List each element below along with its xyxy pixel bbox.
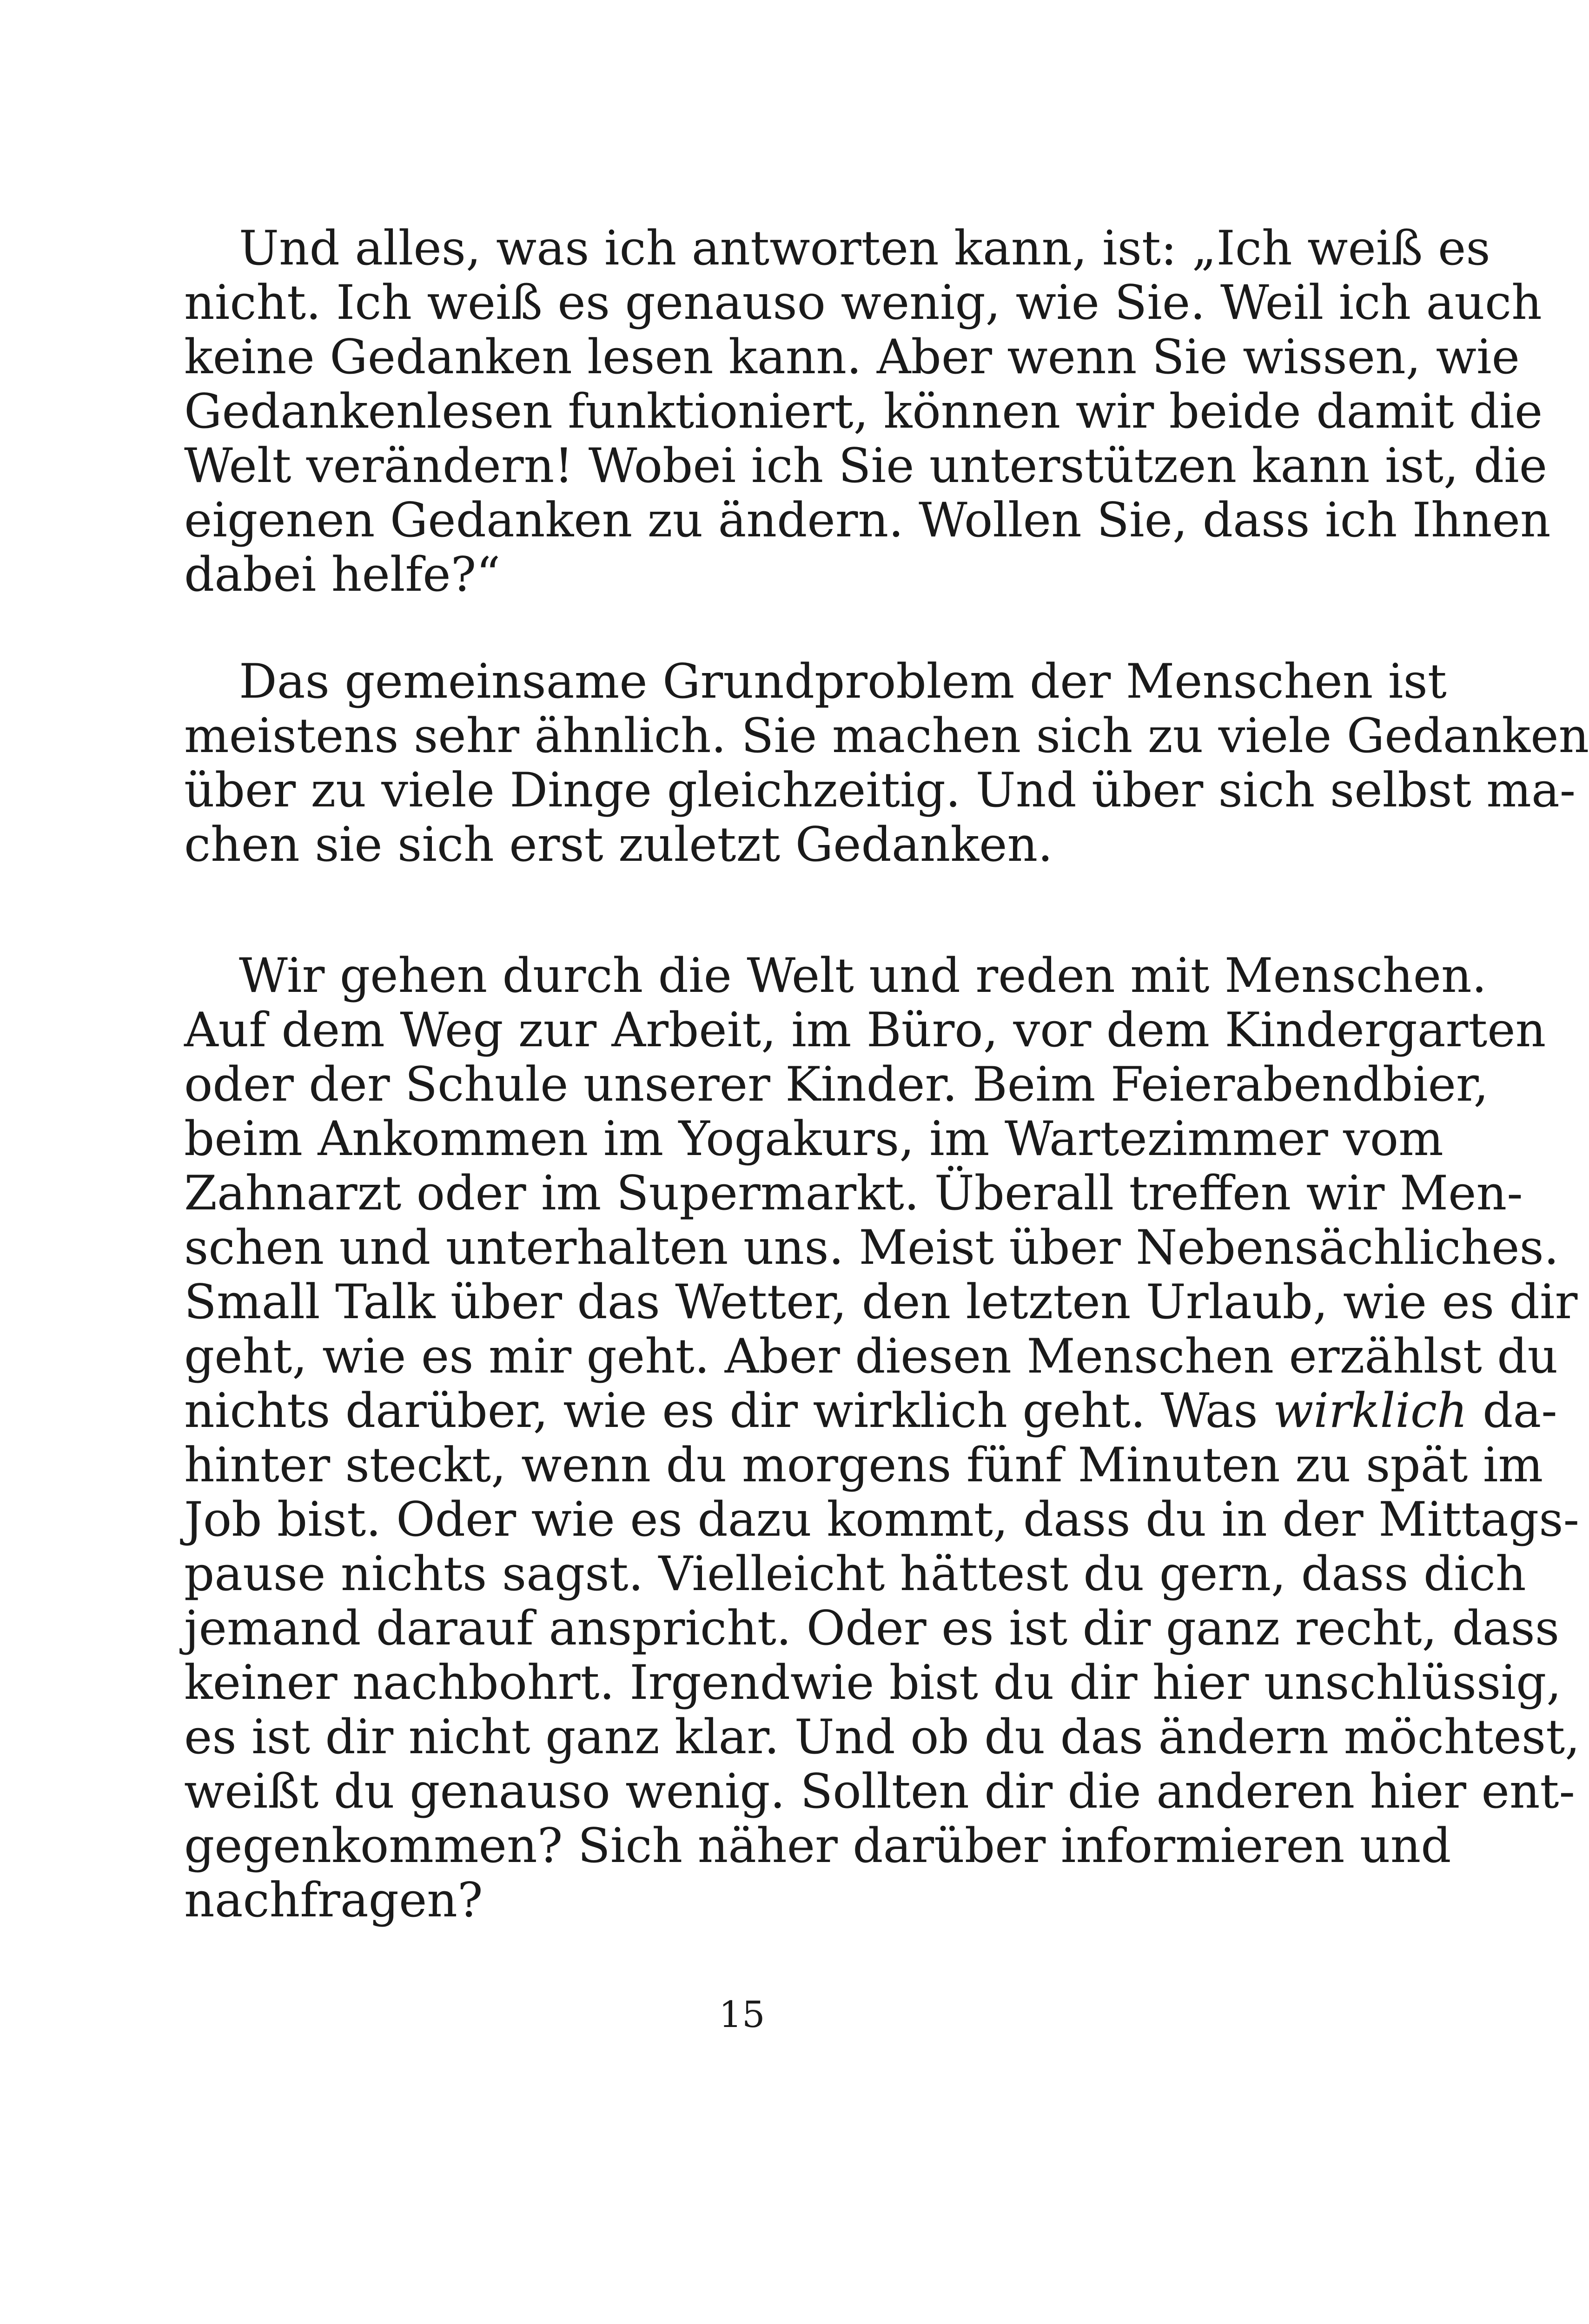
text-line: Das gemeinsame Grundproblem der Menschen ist <box>239 654 1447 709</box>
text-line: Wir gehen durch die Welt und reden mit Menschen. <box>239 948 1487 1004</box>
text-line: chen sie sich erst zuletzt Gedanken. <box>184 817 1053 872</box>
text-line: eigenen Gedanken zu ändern. Wollen Sie, dass ich Ihnen <box>184 493 1551 548</box>
text-line: oder der Schule unserer Kinder. Beim Feierabendbier, <box>184 1057 1489 1112</box>
text-line: keiner nachbohrt. Irgendwie bist du dir hier unschlüssig, <box>184 1655 1562 1710</box>
text-segment: nichts darüber, wie es dir wirklich geht. Was <box>184 1383 1273 1439</box>
text-line: Gedankenlesen funktioniert, können wir beide damit die <box>184 384 1543 439</box>
emphasized-word: wirklich <box>1273 1383 1468 1439</box>
text-line: beim Ankommen im Yogakurs, im Wartezimmer vom <box>184 1111 1443 1167</box>
paragraph-3 <box>184 948 1580 1928</box>
text-line: weißt du genauso wenig. Sollten dir die anderen hier ent- <box>184 1764 1575 1819</box>
text-line: geht, wie es mir geht. Aber diesen Menschen erzählst du <box>184 1329 1558 1384</box>
text-line: Und alles, was ich antworten kann, ist: „Ich weiß es <box>239 221 1490 276</box>
text-line: gegenkommen? Sich näher darüber informieren und <box>184 1818 1451 1874</box>
text-line: meistens sehr ähnlich. Sie machen sich zu viele Gedanken <box>184 708 1589 764</box>
text-line: hinter steckt, wenn du morgens fünf Minuten zu spät im <box>184 1438 1543 1493</box>
text-line: Job bist. Oder wie es dazu kommt, dass du in der Mittags- <box>184 1492 1580 1547</box>
text-line: jemand darauf anspricht. Oder es ist dir ganz recht, dass <box>184 1601 1560 1656</box>
text-line: Small Talk über das Wetter, den letzten Urlaub, wie es dir <box>184 1274 1578 1330</box>
text-line: nicht. Ich weiß es genauso wenig, wie Sie. Weil ich auch <box>184 275 1542 330</box>
text-line: Welt verändern! Wobei ich Sie unterstützen kann ist, die <box>184 438 1548 494</box>
text-line: es ist dir nicht ganz klar. Und ob du das ändern möchtest, <box>184 1710 1580 1765</box>
text-line: dabei helfe?“ <box>184 547 501 602</box>
page-number: 15 <box>719 1994 765 2036</box>
text-line: schen und unterhalten uns. Meist über Nebensächliches. <box>184 1220 1559 1275</box>
text-segment: da- <box>1467 1383 1557 1439</box>
text-line: pause nichts sagst. Vielleicht hättest du gern, dass dich <box>184 1546 1526 1602</box>
paragraph-1 <box>184 221 1551 602</box>
paragraph-2 <box>184 654 1589 872</box>
text-line: Zahnarzt oder im Supermarkt. Überall treffen wir Men- <box>184 1166 1523 1221</box>
text-line: keine Gedanken lesen kann. Aber wenn Sie wissen, wie <box>184 330 1520 385</box>
text-line: Auf dem Weg zur Arbeit, im Büro, vor dem Kindergarten <box>184 1003 1546 1058</box>
text-line: nachfragen? <box>184 1873 483 1928</box>
text-line-with-emphasis <box>184 1383 1557 1439</box>
text-line: über zu viele Dinge gleichzeitig. Und über sich selbst ma- <box>184 763 1576 818</box>
